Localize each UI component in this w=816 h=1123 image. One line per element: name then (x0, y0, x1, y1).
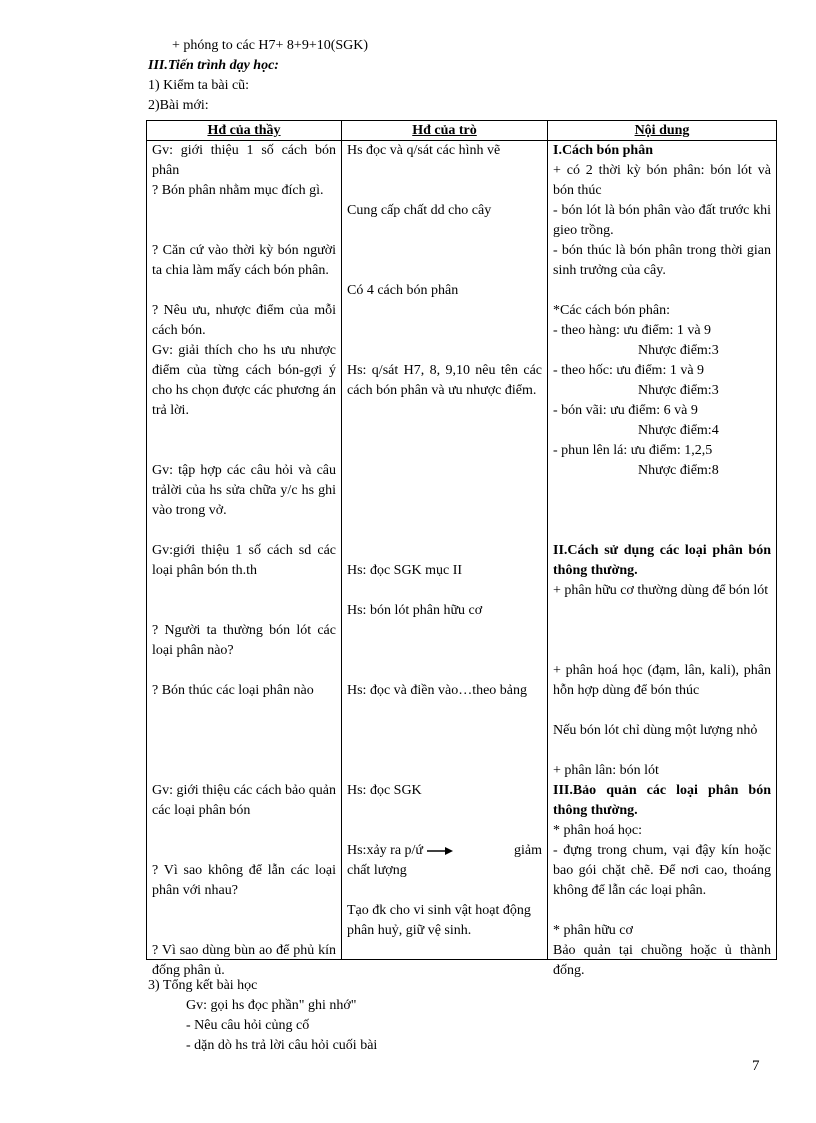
student-item: Hs:xảy ra p/ứ (347, 843, 424, 858)
student-column (342, 141, 548, 960)
teacher-item: Gv: giới thiệu các cách bảo quản các loại phân bón (152, 783, 336, 818)
content-line: + phân lân: bón lót (553, 763, 659, 778)
content-line: + có 2 thời kỳ bón phân: bón lót và bón thúc (553, 163, 771, 198)
content-section-title: II.Cách sử dụng các loại phân bón thông thường. (553, 543, 771, 578)
page-number: 7 (752, 1058, 760, 1074)
student-item: chất lượng (347, 863, 407, 878)
content-line: Bảo quản tại chuồng hoặc ủ thành đống. (553, 943, 771, 978)
content-line: * phân hoá học: (553, 823, 643, 838)
student-reaction-line (347, 841, 542, 861)
teacher-item: ? Vì sao không để lẫn các loại phân với nhau? (152, 863, 336, 898)
content-line: - đựng trong chum, vại đậy kín hoặc bao gói chặt chẽ. Để nơi cao, thoáng không để lẫn các loại phân. (553, 843, 771, 898)
student-item: Hs: q/sát H7, 8, 9,10 nêu tên các cách bón phân và ưu nhược điểm. (347, 363, 542, 398)
teacher-item: Gv:giới thiệu 1 số cách sd các loại phân bón th.th (152, 543, 336, 578)
content-line: + phân hữu cơ thường dùng để bón lót (553, 583, 769, 598)
student-item: Hs: đọc và điền vào…theo bảng (347, 683, 528, 698)
teacher-item: ? Nêu ưu, nhược điểm của mỗi cách bón. (152, 303, 336, 338)
student-item: Hs đọc và q/sát các hình vẽ (347, 143, 501, 158)
student-item: Có 4 cách bón phân (347, 283, 459, 298)
section-title: III.Tiến trình dạy học: (148, 58, 279, 73)
content-line: *Các cách bón phân: (553, 303, 671, 318)
student-item: Cung cấp chất dd cho cây (347, 203, 492, 218)
student-item: Hs: bón lót phân hữu cơ (347, 603, 483, 618)
method-line: Nhược điểm:3 (638, 383, 719, 398)
summary-line: - Nêu câu hỏi củng cố (186, 1018, 310, 1033)
teacher-item: Gv: giải thích cho hs ưu nhược điểm của từng cách bón-gợi ý cho hs chọn được các phương án trả lời. (152, 343, 336, 418)
teacher-item: ? Căn cứ vào thời kỳ bón người ta chia làm mấy cách bón phân. (152, 243, 336, 278)
teacher-item: ? Bón thúc các loại phân nào (152, 683, 314, 698)
teacher-item: Gv: giới thiệu 1 số cách bón phân (152, 143, 336, 178)
content-line: Nếu bón lót chỉ dùng một lượng nhỏ (553, 723, 758, 738)
student-item: Hs: đọc SGK (347, 783, 422, 798)
summary-line: - dặn dò hs trả lời câu hỏi cuối bài (186, 1038, 378, 1053)
header-student: Hđ của trò (342, 121, 548, 141)
method-line: Nhược điểm:3 (638, 343, 719, 358)
content-section-title: III.Bảo quản các loại phân bón thông thường. (553, 783, 771, 818)
step-review: 1) Kiểm ta bài cũ: (148, 78, 250, 93)
method-line: - bón vãi: ưu điểm: 6 và 9 (553, 403, 698, 418)
method-line: - theo hốc: ưu điểm: 1 và 9 (553, 363, 705, 378)
student-item: giảm (514, 843, 542, 858)
header-content: Nội dung (548, 121, 777, 141)
content-column (548, 141, 777, 978)
table-body-row (147, 141, 777, 960)
content-line: - bón thúc là bón phân trong thời gian sinh trưởng của cây. (553, 243, 771, 278)
method-line: - phun lên lá: ưu điểm: 1,2,5 (553, 443, 713, 458)
prep-line: + phóng to các H7+ 8+9+10(SGK) (172, 38, 369, 53)
method-line: - theo hàng: ưu điểm: 1 và 9 (553, 323, 712, 338)
content-line: * phân hữu cơ (553, 923, 633, 938)
teacher-item: ? Bón phân nhằm mục đích gì. (152, 183, 324, 198)
teacher-item: Gv: tập hợp các câu hỏi và câu trảlời của hs sửa chữa y/c hs ghi vào trong vở. (152, 463, 336, 518)
teacher-item: ? Vì sao dùng bùn ao để phủ kín đống phân ủ. (152, 943, 336, 978)
summary-title: 3) Tổng kết bài học (148, 978, 258, 993)
header-teacher: Hđ của thầy (147, 121, 342, 141)
lesson-table (146, 120, 777, 978)
content-section-title: I.Cách bón phân (553, 143, 653, 158)
teacher-column (147, 141, 342, 978)
teacher-item: ? Người ta thường bón lót các loại phân nào? (152, 623, 336, 658)
method-line: Nhược điểm:8 (638, 463, 719, 478)
student-item: Hs: đọc SGK mục II (347, 563, 463, 578)
lesson-summary (148, 976, 377, 1056)
table-header-row (147, 121, 777, 141)
content-line: + phân hoá học (đạm, lân, kali), phân hỗn hợp dùng để bón thúc (553, 663, 771, 698)
step-new-lesson: 2)Bài mới: (148, 98, 209, 113)
method-line: Nhược điểm:4 (638, 423, 719, 438)
content-line: - bón lót là bón phân vào đất trước khi gieo trồng. (553, 203, 771, 238)
arrow-right-icon (427, 847, 453, 855)
student-item: Tạo đk cho vi sinh vật hoạt động phân huỷ, giữ vệ sinh. (347, 903, 531, 938)
summary-line: Gv: gọi hs đọc phần" ghi nhớ" (186, 998, 357, 1013)
